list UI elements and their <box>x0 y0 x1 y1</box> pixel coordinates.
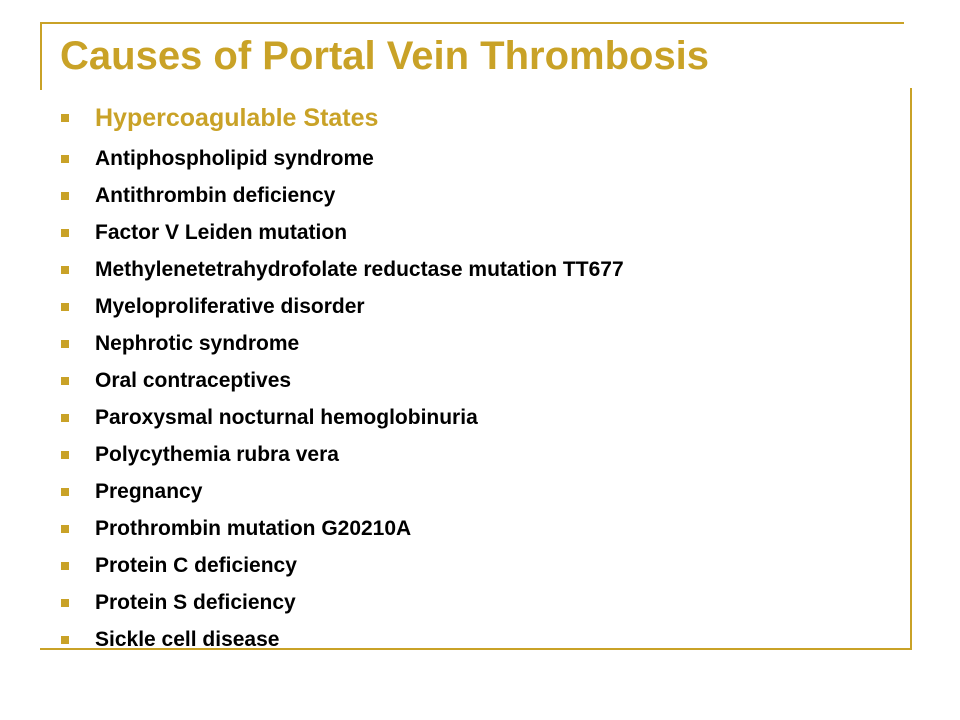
slide-title: Causes of Portal Vein Thrombosis <box>60 34 710 78</box>
bullet-list <box>60 96 624 658</box>
square-bullet-icon <box>61 114 69 122</box>
list-item <box>60 547 624 584</box>
list-item <box>60 362 624 399</box>
list-item-text: Methylenetetrahydrofolate reductase mutation TT677 <box>95 257 624 281</box>
list-item-text: Polycythemia rubra vera <box>95 442 339 466</box>
square-bullet-icon <box>61 525 69 533</box>
square-bullet-icon <box>61 377 69 385</box>
list-item <box>60 140 624 177</box>
list-item-text: Nephrotic syndrome <box>95 331 300 355</box>
list-item-text: Oral contraceptives <box>95 368 292 392</box>
list-item-text: Prothrombin mutation G20210A <box>95 516 412 540</box>
square-bullet-icon <box>61 636 69 644</box>
list-heading-text: Hypercoagulable States <box>95 103 379 132</box>
list-item-text: Antithrombin deficiency <box>95 183 336 207</box>
list-heading <box>60 96 624 140</box>
left-rule <box>40 22 42 90</box>
list-item <box>60 288 624 325</box>
list-item <box>60 436 624 473</box>
list-item-text: Paroxysmal nocturnal hemoglobinuria <box>95 405 478 429</box>
square-bullet-icon <box>61 451 69 459</box>
list-item-text: Myeloproliferative disorder <box>95 294 365 318</box>
list-item <box>60 510 624 547</box>
square-bullet-icon <box>61 303 69 311</box>
list-item-text: Antiphospholipid syndrome <box>95 146 374 170</box>
list-item-text: Sickle cell disease <box>95 627 280 651</box>
square-bullet-icon <box>61 599 69 607</box>
square-bullet-icon <box>61 192 69 200</box>
list-item <box>60 621 624 658</box>
list-item <box>60 251 624 288</box>
square-bullet-icon <box>61 488 69 496</box>
list-item <box>60 214 624 251</box>
top-rule <box>40 22 904 24</box>
list-item <box>60 177 624 214</box>
square-bullet-icon <box>61 229 69 237</box>
list-item-text: Pregnancy <box>95 479 203 503</box>
list-item <box>60 399 624 436</box>
square-bullet-icon <box>61 340 69 348</box>
list-item-text: Factor V Leiden mutation <box>95 220 348 244</box>
square-bullet-icon <box>61 562 69 570</box>
square-bullet-icon <box>61 414 69 422</box>
list-item <box>60 473 624 510</box>
list-item <box>60 325 624 362</box>
list-item-text: Protein C deficiency <box>95 553 297 577</box>
square-bullet-icon <box>61 155 69 163</box>
square-bullet-icon <box>61 266 69 274</box>
right-rule <box>910 88 912 650</box>
list-item <box>60 584 624 621</box>
list-item-text: Protein S deficiency <box>95 590 296 614</box>
